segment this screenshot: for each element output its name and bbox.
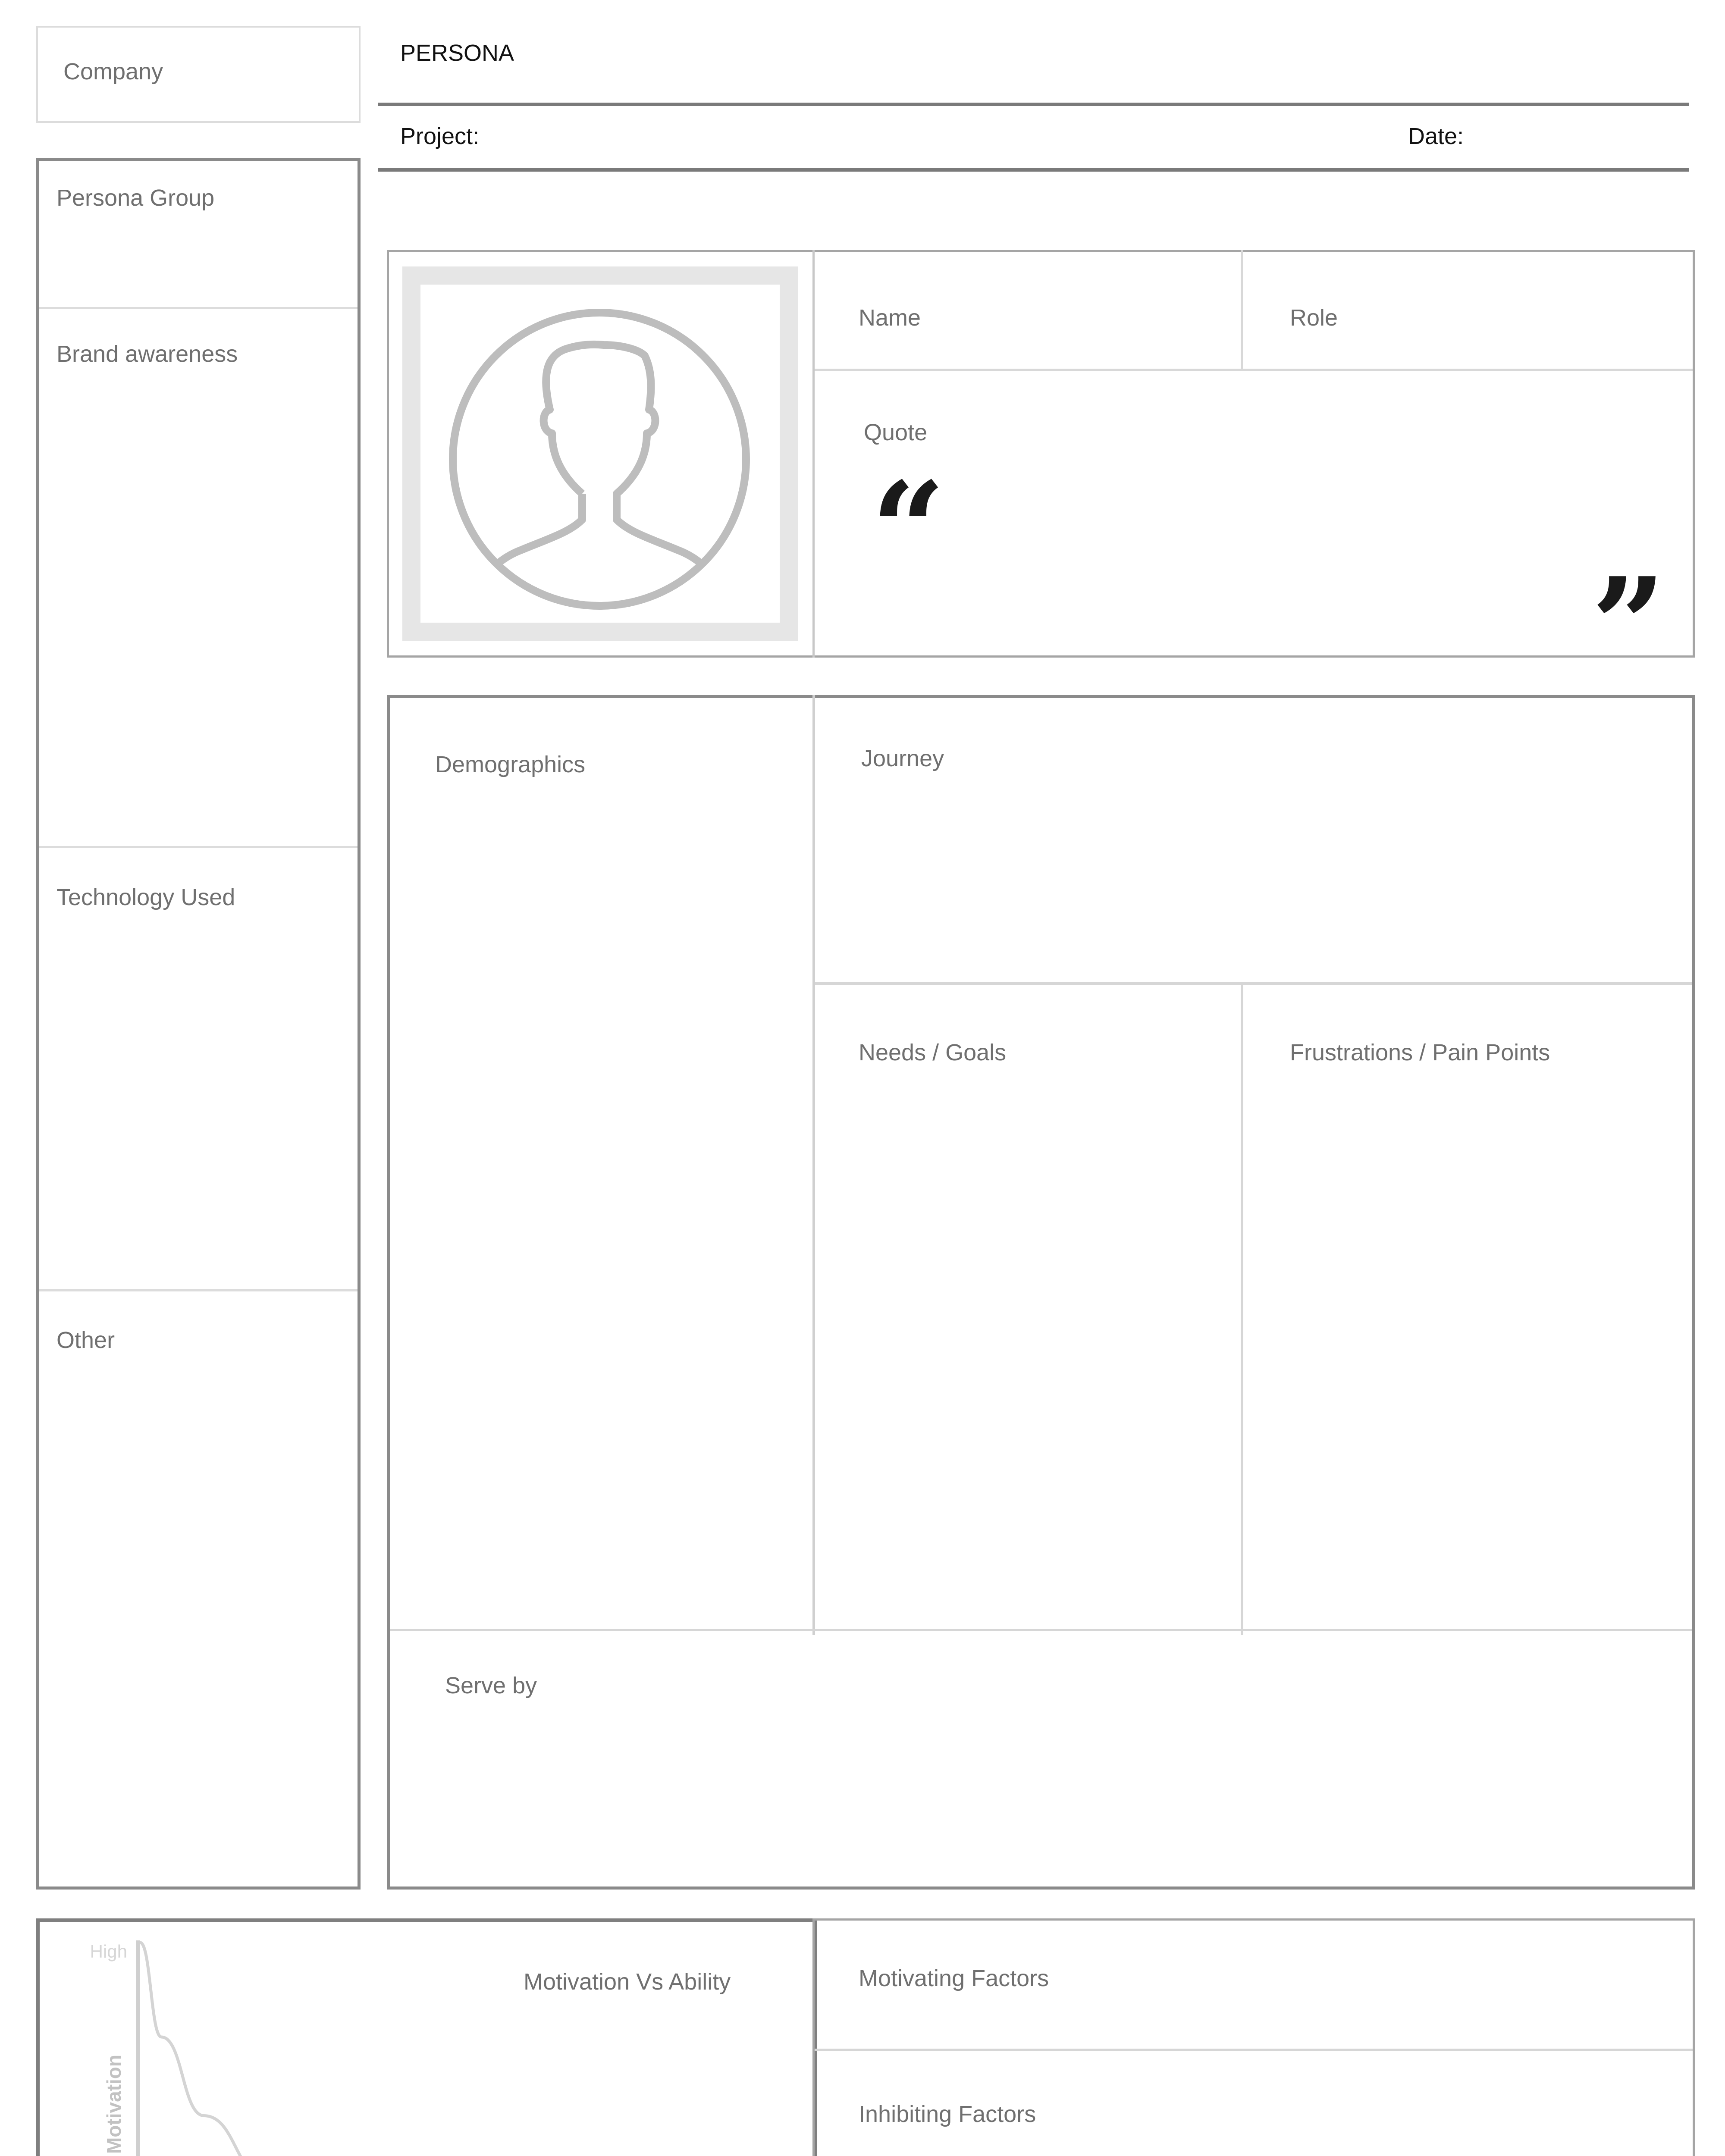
project-label[interactable]: Project:	[400, 123, 480, 149]
profile-divider-vertical	[812, 250, 815, 658]
open-quote-icon: “	[871, 453, 946, 605]
persona-title: PERSONA	[400, 40, 514, 66]
name-quote-divider	[815, 369, 1693, 371]
company-label: Company	[63, 59, 163, 85]
header-rule-2	[378, 168, 1689, 172]
journey-divider	[815, 982, 1692, 985]
main-grid	[387, 695, 1695, 1890]
demographics-divider	[812, 695, 815, 1635]
motivation-curve	[140, 1943, 565, 2156]
sidebar-divider-2	[39, 846, 358, 848]
inhibiting-factors-label: Inhibiting Factors	[859, 2101, 1036, 2127]
journey-label: Journey	[861, 746, 944, 771]
demographics-label: Demographics	[435, 752, 586, 777]
motivating-factors-label: Motivating Factors	[859, 1965, 1049, 1991]
persona-group-label: Persona Group	[56, 185, 215, 211]
date-label[interactable]: Date:	[1408, 123, 1464, 149]
serve-by-divider	[390, 1629, 1692, 1631]
needs-frustrations-divider	[1241, 985, 1243, 1635]
technology-used-label: Technology Used	[56, 884, 235, 910]
sidebar-divider-1	[39, 307, 358, 309]
frustrations-label: Frustrations / Pain Points	[1290, 1040, 1550, 1065]
name-label: Name	[859, 305, 921, 331]
y-tick-high: High	[90, 1941, 127, 1962]
factors-divider-1	[815, 2049, 1693, 2051]
needs-goals-label: Needs / Goals	[859, 1040, 1007, 1065]
quote-label: Quote	[864, 420, 928, 445]
person-silhouette-icon	[448, 308, 750, 610]
sidebar-panel	[36, 158, 361, 1890]
header-rule-1	[378, 103, 1689, 106]
close-quote-icon: ”	[1591, 549, 1666, 701]
y-axis-label: Motivation	[103, 2055, 125, 2154]
sidebar-divider-3	[39, 1289, 358, 1291]
chart-title: Motivation Vs Ability	[524, 1969, 731, 1995]
brand-awareness-label: Brand awareness	[56, 341, 238, 367]
other-label: Other	[56, 1327, 115, 1353]
name-role-divider	[1241, 250, 1243, 371]
serve-by-label: Serve by	[445, 1673, 537, 1698]
motivation-ability-chart	[65, 1932, 604, 2156]
role-label: Role	[1290, 305, 1338, 331]
